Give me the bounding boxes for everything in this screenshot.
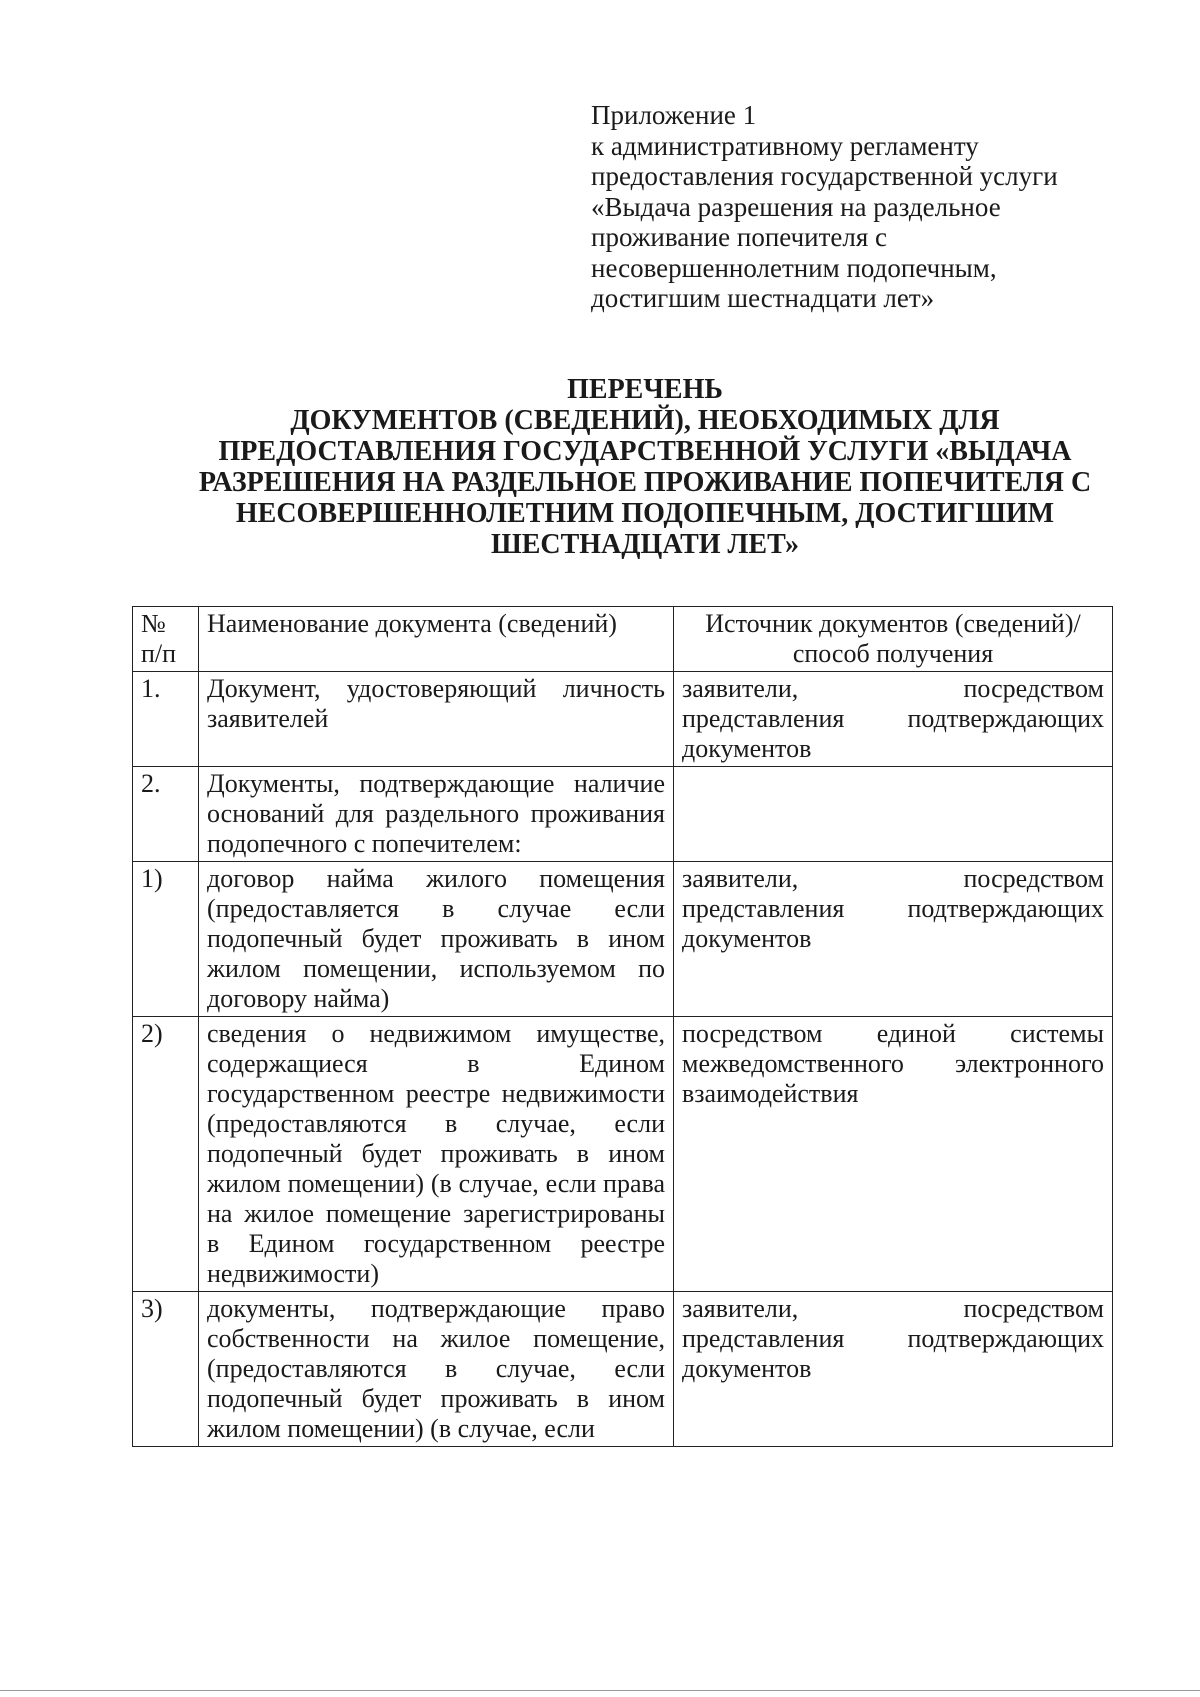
table-row xyxy=(133,1017,1113,1292)
appendix-line: проживание попечителя с xyxy=(591,222,888,252)
appendix-line: предоставления государственной услуги xyxy=(591,161,1058,191)
table-row xyxy=(133,672,1113,767)
row-name: Документ, удостоверяющий личность заявителей xyxy=(199,672,674,767)
title-line: ПРЕДОСТАВЛЕНИЯ ГОСУДАРСТВЕННОЙ УСЛУГИ «ВЫДАЧА xyxy=(218,436,1072,467)
appendix-line: Приложение 1 xyxy=(591,100,757,130)
row-source xyxy=(674,767,1113,862)
documents-table xyxy=(132,606,1113,1447)
title-line: ШЕСТНАДЦАТИ ЛЕТ» xyxy=(490,529,800,560)
row-name: договор найма жилого помещения (предоставляется в случае если подопечный будет проживать в ином жилом помещении, используемом по договору найма) xyxy=(199,862,674,1017)
table-row xyxy=(133,1292,1113,1447)
appendix-line: достигшим шестнадцати лет» xyxy=(591,283,935,313)
row-source: заявители, посредством представления подтверждающих документов xyxy=(674,672,1113,767)
header-source: Источник документов (сведений)/способ получения xyxy=(674,607,1113,672)
appendix-block xyxy=(591,100,1111,314)
row-name: Документы, подтверждающие наличие оснований для раздельного проживания подопечного с попечителем: xyxy=(199,767,674,862)
table-row xyxy=(133,862,1113,1017)
header-name: Наименование документа (сведений) xyxy=(199,607,674,672)
document-title xyxy=(160,374,1130,560)
row-name: документы, подтверждающие право собственности на жилое помещение, (предоставляются в случае, если подопечный будет проживать в ином жилом помещении) (в случае, если xyxy=(199,1292,674,1447)
title-line: НЕСОВЕРШЕННОЛЕТНИМ ПОДОПЕЧНЫМ, ДОСТИГШИМ xyxy=(235,498,1055,529)
appendix-line: несовершеннолетним подопечным, xyxy=(591,252,997,283)
title-line: ДОКУМЕНТОВ (СВЕДЕНИЙ), НЕОБХОДИМЫХ ДЛЯ xyxy=(290,405,1000,436)
row-num: 2. xyxy=(133,767,199,862)
row-name: сведения о недвижимом имуществе, содержащиеся в Едином государственном реестре недвижимости (предоставляются в случае, если подопечный будет проживать в ином жилом помещении) (в случае, если права на жилое помещение зарегистрированы в Едином государственном реестре недвижимости) xyxy=(199,1017,674,1292)
row-num: 1. xyxy=(133,672,199,767)
title-line: РАЗРЕШЕНИЯ НА РАЗДЕЛЬНОЕ ПРОЖИВАНИЕ ПОПЕЧИТЕЛЯ С xyxy=(198,467,1092,498)
appendix-line: к административному регламенту xyxy=(591,130,979,161)
appendix-line: «Выдача разрешения на раздельное xyxy=(591,191,1001,222)
title-line: ПЕРЕЧЕНЬ xyxy=(567,374,723,405)
row-num: 3) xyxy=(133,1292,199,1447)
row-source: посредством единой системы межведомственного электронного взаимодействия xyxy=(674,1017,1113,1292)
row-source: заявители, посредством представления подтверждающих документов xyxy=(674,1292,1113,1447)
header-num: № п/п xyxy=(133,607,199,672)
row-source: заявители, посредством представления подтверждающих документов xyxy=(674,862,1113,1017)
page-bottom-rule xyxy=(0,1690,1200,1691)
row-num: 2) xyxy=(133,1017,199,1292)
row-num: 1) xyxy=(133,862,199,1017)
table-row xyxy=(133,767,1113,862)
table-header-row xyxy=(133,607,1113,672)
